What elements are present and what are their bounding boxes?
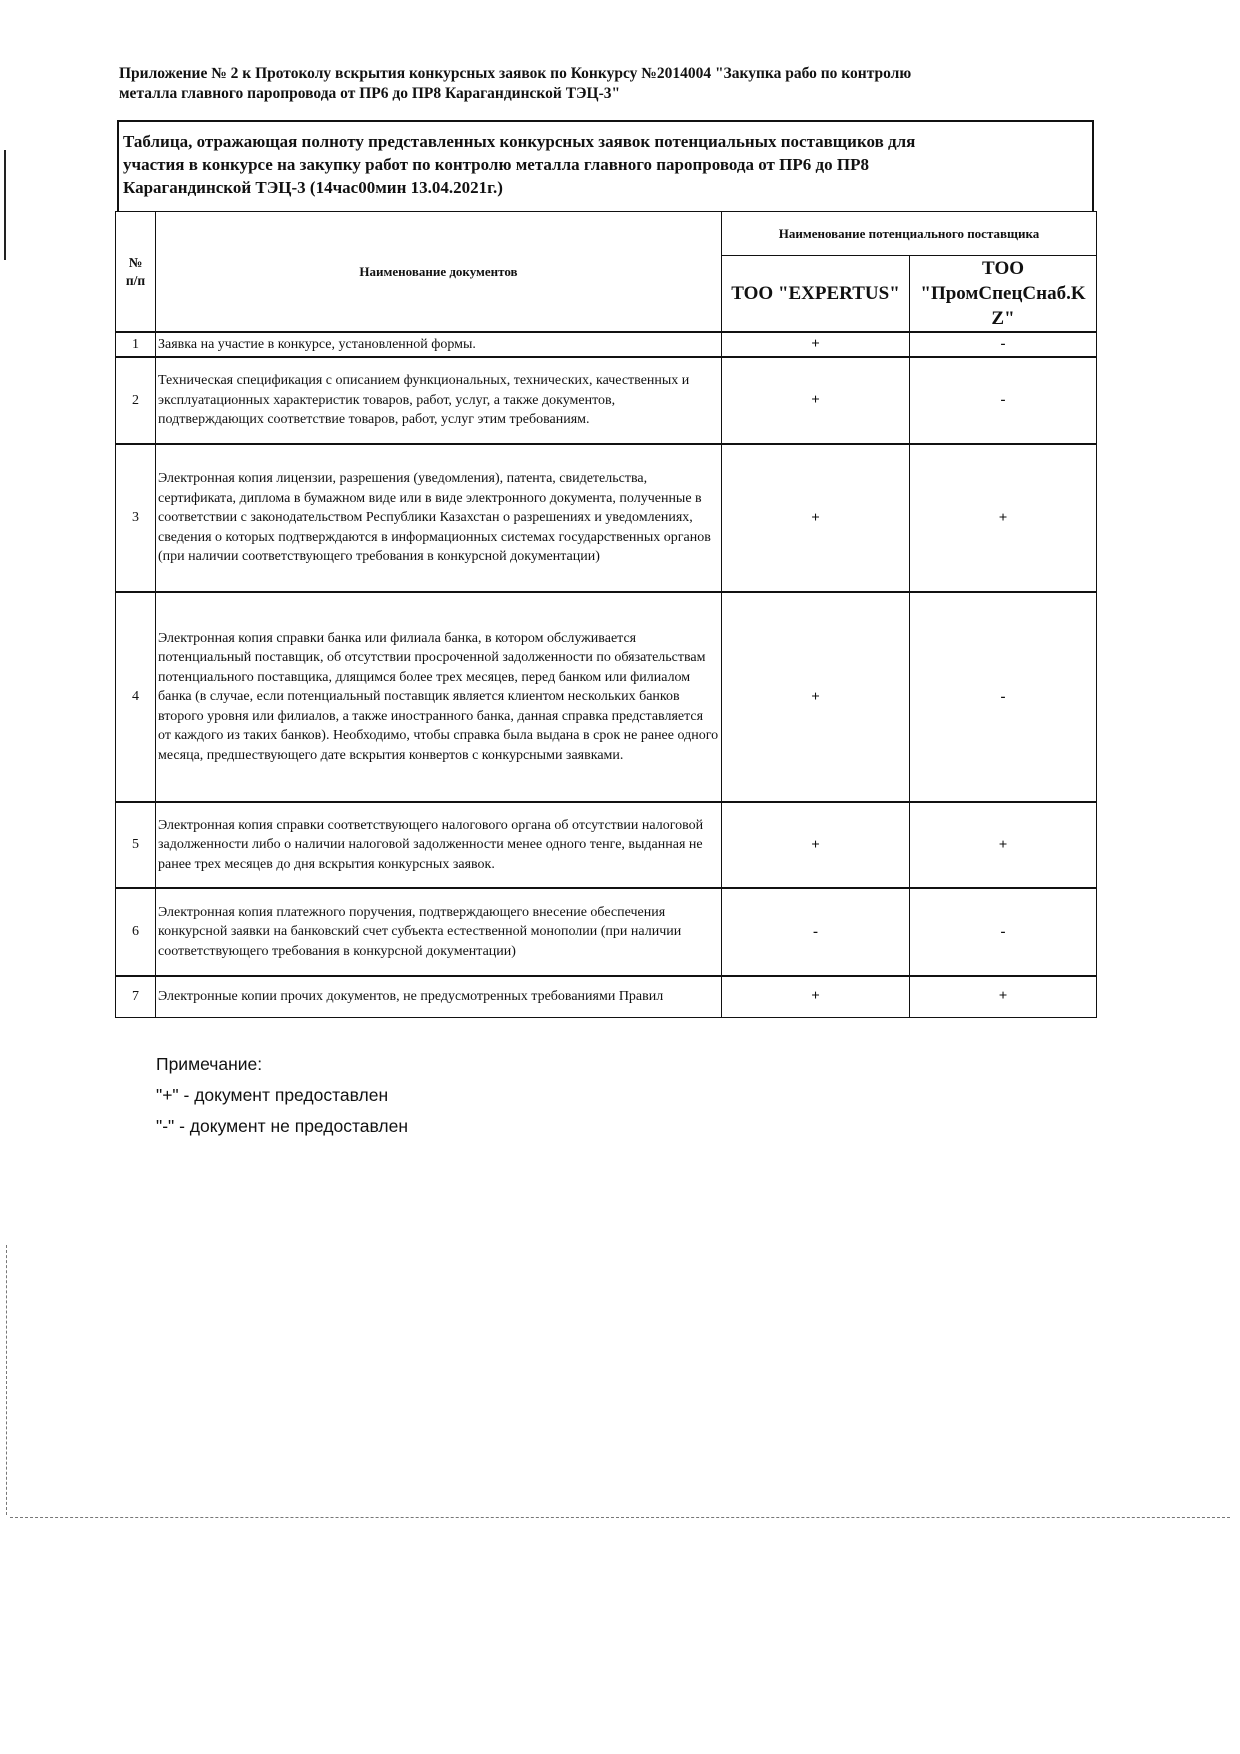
row-doc: Заявка на участие в конкурсе, установленной формы. <box>156 332 722 357</box>
table-row <box>116 332 1097 357</box>
note-minus-legend: "-" - документ не предоставлен <box>156 1116 409 1136</box>
scan-artifact-left-dots <box>6 1245 7 1515</box>
header-num <box>116 212 156 333</box>
header-supplier-2-line-1: ТОО <box>982 258 1024 279</box>
row-supplier-2-mark: - <box>910 888 1097 976</box>
header-doc-name: Наименование документов <box>156 212 722 333</box>
table-row <box>116 802 1097 888</box>
header-line-1: Приложение № 2 к Протоколу вскрытия конкурсных заявок по Конкурсу №2014004 "Закупка рабо по контролю <box>119 65 912 82</box>
table-title <box>117 120 1094 211</box>
row-doc: Электронная копия справки соответствующего налогового органа об отсутствии налоговой задолженности либо о наличии налоговой задолженности менее одного тенге, выданная не ранее трех месяцев до дня вскрытия конкурсных заявок. <box>156 802 722 888</box>
header-supplier-group: Наименование потенциального поставщика <box>722 212 1097 256</box>
row-num: 3 <box>116 444 156 592</box>
table-row <box>116 976 1097 1017</box>
table-title-line-1: Таблица, отражающая полноту представленных конкурсных заявок потенциальных поставщиков для <box>123 132 916 151</box>
header-supplier-1: ТОО "EXPERTUS" <box>722 256 910 333</box>
row-supplier-1-mark: + <box>722 357 910 444</box>
header-num-line-2: п/п <box>125 272 146 288</box>
row-num: 1 <box>116 332 156 357</box>
header-line-2: металла главного паропровода от ПР6 до ПР8 Карагандинской ТЭЦ-3" <box>119 85 621 102</box>
row-supplier-2-mark: - <box>910 357 1097 444</box>
scan-artifact-left-bar <box>4 150 6 260</box>
note-plus-legend: "+" - документ предоставлен <box>156 1085 389 1105</box>
row-supplier-2-mark: + <box>910 444 1097 592</box>
row-num: 5 <box>116 802 156 888</box>
table-header-row-1 <box>116 212 1097 256</box>
header-supplier-2-line-2: "ПромСпецСнаб.K <box>920 283 1086 304</box>
row-num: 2 <box>116 357 156 444</box>
note-title: Примечание: <box>156 1054 263 1074</box>
row-doc: Электронная копия платежного поручения, подтверждающего внесение обеспечения конкурсной заявки на банковский счет субъекта естественной монополии (при наличии соответствующего требования в конкурсной документации) <box>156 888 722 976</box>
row-supplier-2-mark: - <box>910 592 1097 802</box>
row-supplier-1-mark: + <box>722 802 910 888</box>
header-supplier-2 <box>910 256 1097 333</box>
table-row <box>116 592 1097 802</box>
row-num: 7 <box>116 976 156 1017</box>
documents-table <box>115 211 1097 1018</box>
row-supplier-1-mark: + <box>722 332 910 357</box>
row-supplier-2-mark: - <box>910 332 1097 357</box>
table-row <box>116 888 1097 976</box>
row-supplier-1-mark: + <box>722 444 910 592</box>
document-header <box>119 64 1079 104</box>
row-supplier-1-mark: + <box>722 592 910 802</box>
row-num: 6 <box>116 888 156 976</box>
header-supplier-2-line-3: Z" <box>991 308 1015 329</box>
row-supplier-1-mark: + <box>722 976 910 1017</box>
row-supplier-1-mark: - <box>722 888 910 976</box>
scan-artifact-bottom-dots <box>10 1517 1230 1518</box>
row-doc: Электронная копия лицензии, разрешения (уведомления), патента, свидетельства, сертификата, диплома в бумажном виде или в виде электронного документа, полученные в соответствии с законодательством Республики Казахстан о разрешениях и уведомлениях, сведения о которых подтверждаются в информационных системах государственных органов (при наличии соответствующего требования в конкурсной документации) <box>156 444 722 592</box>
row-supplier-2-mark: + <box>910 802 1097 888</box>
header-num-line-1: № <box>128 254 143 270</box>
row-supplier-2-mark: + <box>910 976 1097 1017</box>
table-row <box>116 444 1097 592</box>
row-doc: Электронные копии прочих документов, не предусмотренных требованиями Правил <box>156 976 722 1017</box>
table-title-line-2: участия в конкурсе на закупку работ по контролю металла главного паропровода от ПР6 до ПР8 <box>123 155 869 174</box>
table-row <box>116 357 1097 444</box>
row-doc: Электронная копия справки банка или филиала банка, в котором обслуживается потенциальный поставщик, об отсутствии просроченной задолженности по обязательствам потенциального поставщика, длящимся более трех месяцев, перед банком или филиалом банка (в случае, если потенциальный поставщик является клиентом нескольких банков второго уровня или филиалов, а также иностранного банка, данная справка представляется от каждого из таких банков). Необходимо, чтобы справка была выдана в срок не ранее одного месяца, предшествующего дате вскрытия конвертов с конкурсными заявками. <box>156 592 722 802</box>
table-title-line-3: Карагандинской ТЭЦ-3 (14час00мин 13.04.2021г.) <box>123 178 503 197</box>
note-block <box>156 1049 408 1142</box>
row-doc: Техническая спецификация с описанием функциональных, технических, качественных и эксплуатационных характеристик товаров, работ, услуг, а также документов, подтверждающих соответствие товаров, работ, услуг этим требованиям. <box>156 357 722 444</box>
row-num: 4 <box>116 592 156 802</box>
